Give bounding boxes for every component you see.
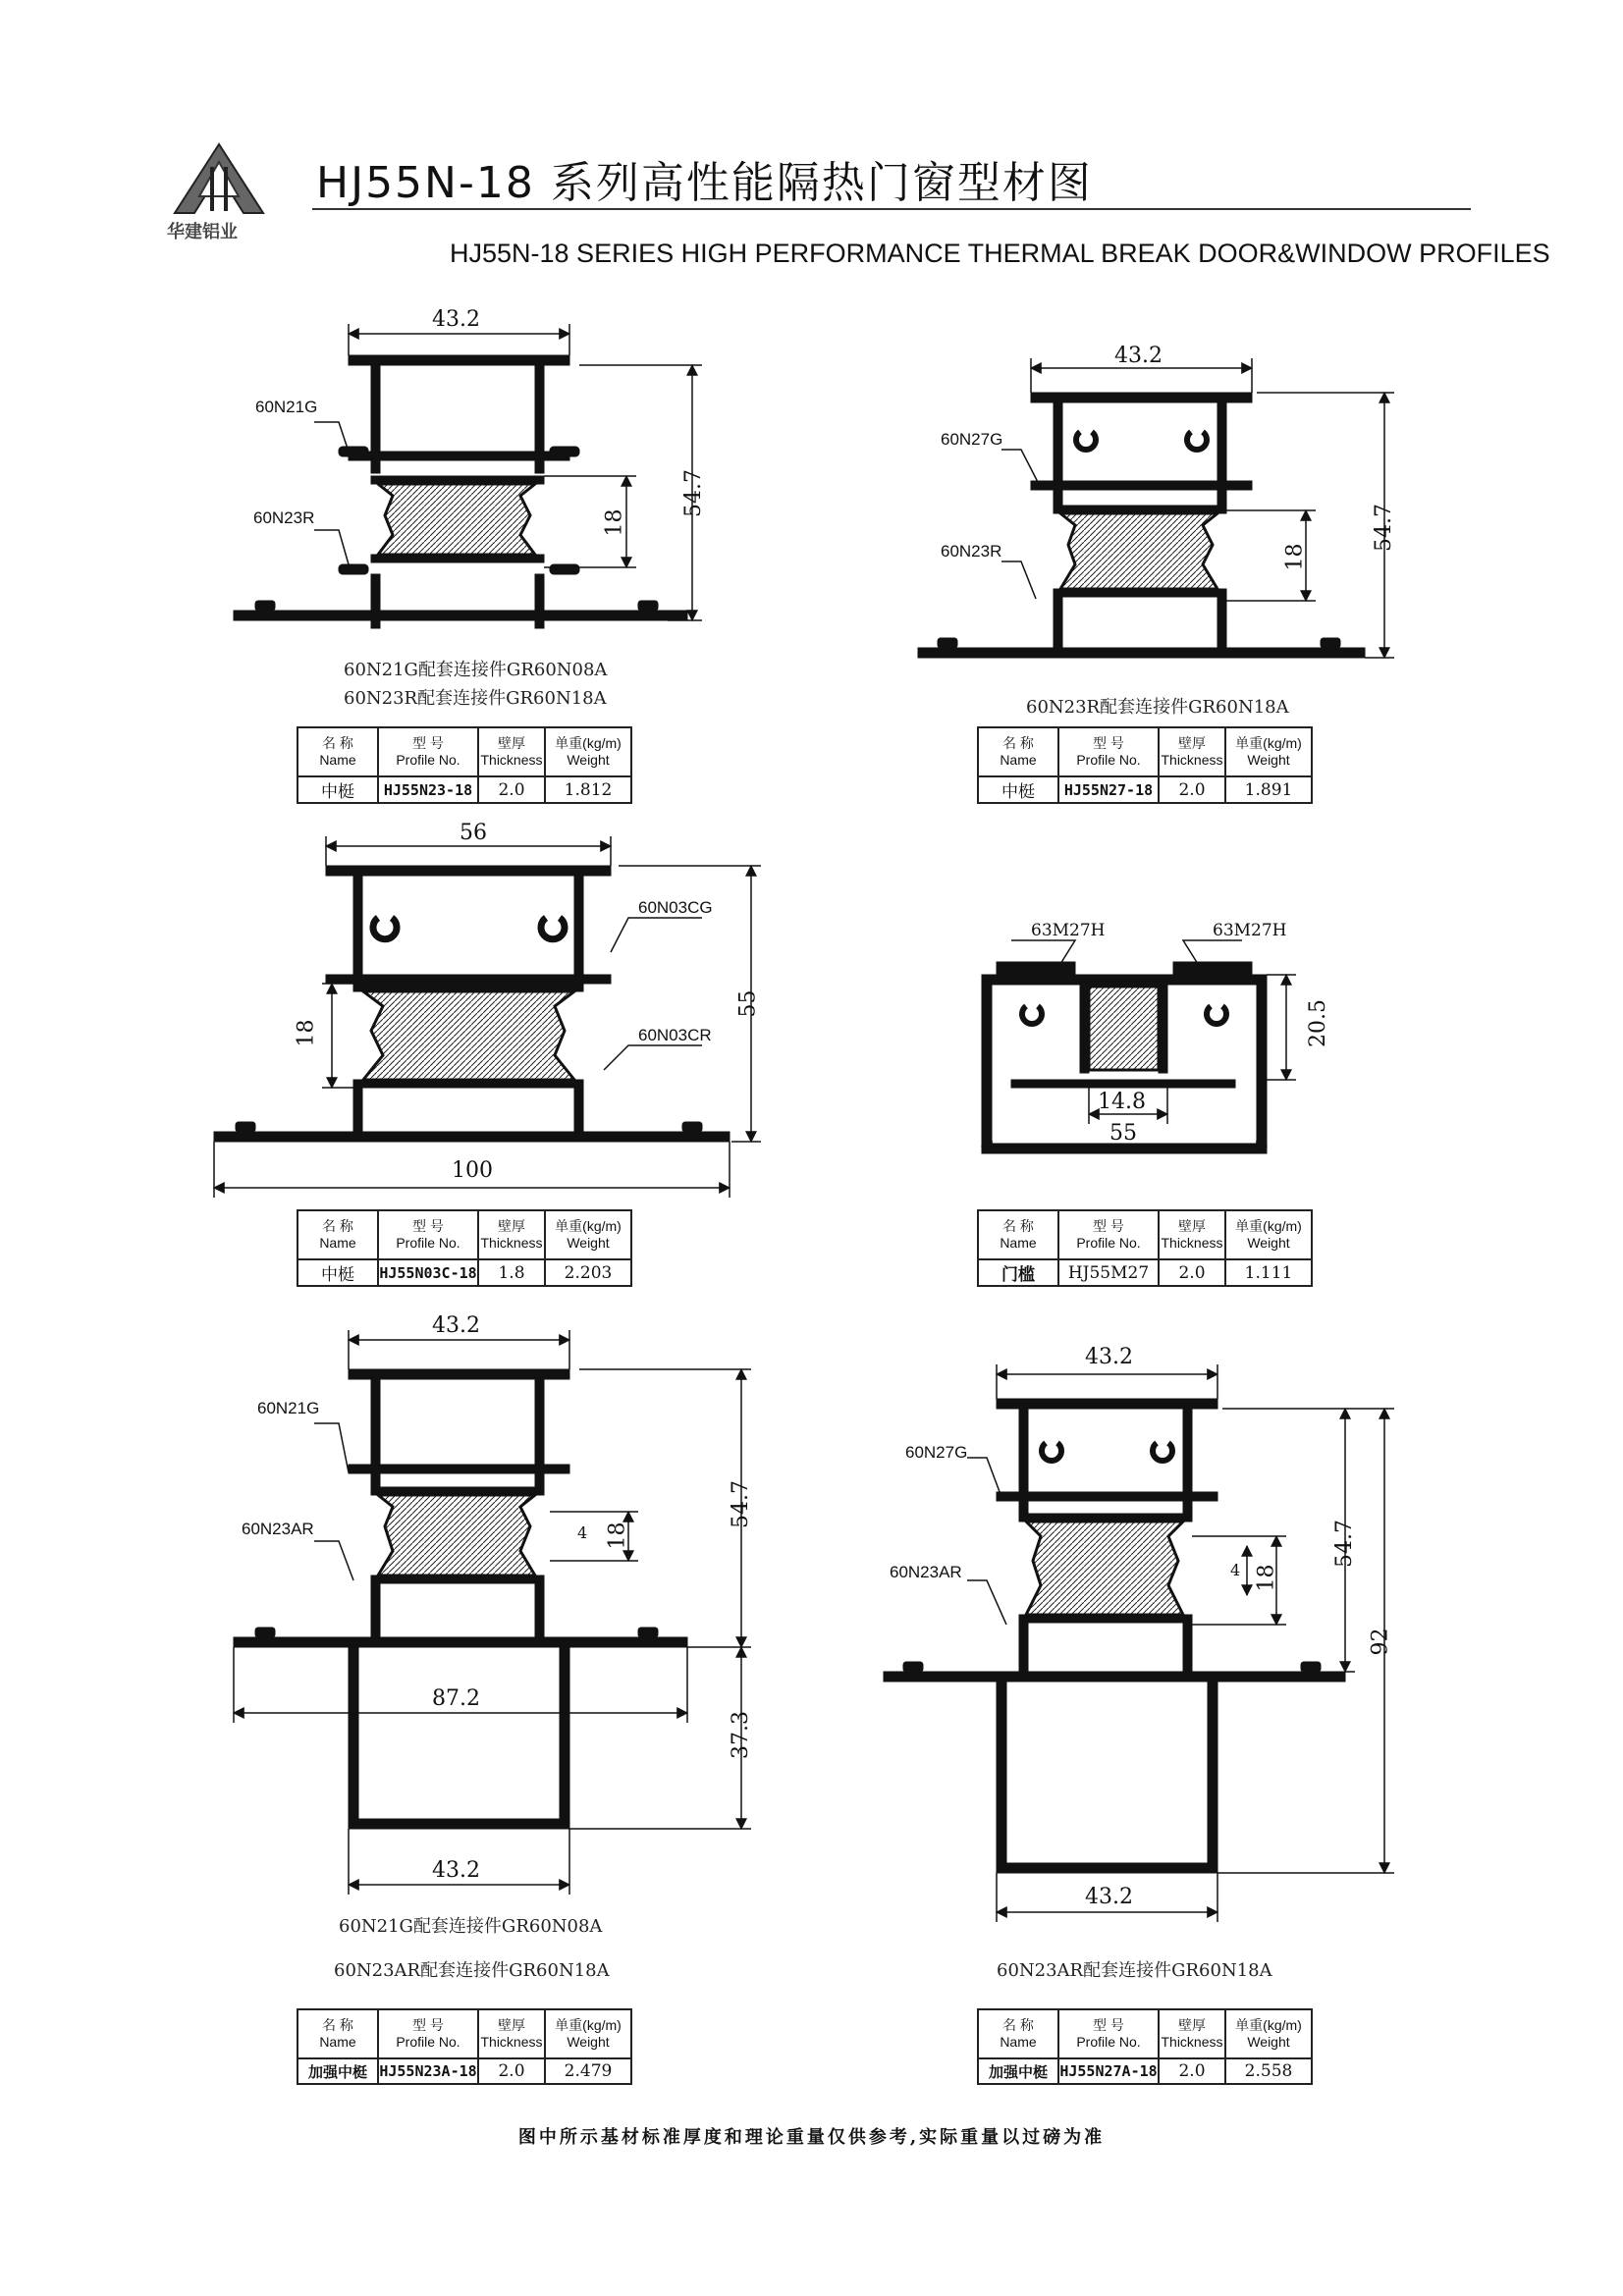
footer-note: 图中所示基材标准厚度和理论重量仅供参考,实际重量以过磅为准 bbox=[517, 2127, 1106, 2148]
p5-label-top: 60N21G bbox=[257, 1399, 320, 1417]
p1-label-bottom: 60N23R bbox=[253, 508, 315, 527]
p1-caption-1: 60N21G配套连接件GR60N08A bbox=[344, 660, 608, 680]
p6-dim-bridge: 18 bbox=[1254, 1564, 1279, 1592]
p5-dim-box-width: 43.2 bbox=[432, 1858, 480, 1883]
profile-6-drawing bbox=[884, 1399, 1345, 1873]
p2-dim-height: 54.7 bbox=[1371, 504, 1396, 552]
p3-label-top: 60N03CG bbox=[638, 898, 713, 917]
p2-dim-bridge: 18 bbox=[1282, 543, 1308, 571]
p5-dim-width: 43.2 bbox=[432, 1313, 480, 1338]
p6-dim-gap: 4 bbox=[1230, 1561, 1241, 1579]
table-row: 加强中梃 HJ55N27A-18 2.0 2.558 bbox=[978, 2058, 1312, 2084]
spec-table-5: 名 称 Name 型 号 Profile No. 壁厚 Thickness 单重(kg/m) Weight 加强中梃 HJ55N23A-18 2.0 2.479 bbox=[297, 2008, 632, 2085]
p6-dim-height: 54.7 bbox=[1331, 1520, 1357, 1568]
p6-dim-box-width: 43.2 bbox=[1085, 1885, 1133, 1909]
table-row: 加强中梃 HJ55N23A-18 2.0 2.479 bbox=[298, 2058, 631, 2084]
page-title-en: HJ55N-18 SERIES HIGH PERFORMANCE THERMAL BREAK DOOR&WINDOW PROFILES bbox=[450, 239, 1550, 268]
spec-table-4: 名 称 Name 型 号 Profile No. 壁厚 Thickness 单重(kg/m) Weight 门槛 HJ55M27 2.0 1.111 bbox=[977, 1209, 1313, 1287]
p5-dim-gap: 4 bbox=[577, 1523, 588, 1542]
p3-dim-overall: 100 bbox=[452, 1158, 493, 1183]
profile-1-drawing bbox=[234, 355, 687, 628]
p2-caption-1: 60N23R配套连接件GR60N18A bbox=[1026, 697, 1289, 718]
p6-caption-1: 60N23AR配套连接件GR60N18A bbox=[997, 1960, 1272, 1981]
p3-label-bottom: 60N03CR bbox=[638, 1026, 712, 1044]
p5-label-bottom: 60N23AR bbox=[242, 1520, 314, 1538]
p5-caption-2: 60N23AR配套连接件GR60N18A bbox=[334, 1960, 610, 1981]
p6-label-bottom: 60N23AR bbox=[890, 1563, 962, 1581]
p3-dim-bridge: 18 bbox=[294, 1019, 319, 1047]
spec-table-1: 名 称 Name 型 号 Profile No. 壁厚 Thickness 单重(kg/m) Weight 中梃 HJ55N23-18 2.0 1.812 bbox=[297, 726, 632, 804]
p1-dim-height: 54.7 bbox=[680, 469, 706, 517]
p5-dim-box-height: 37.3 bbox=[728, 1711, 753, 1759]
table-row: 中梃 HJ55N27-18 2.0 1.891 bbox=[978, 776, 1312, 803]
p3-dim-height: 55 bbox=[735, 989, 761, 1018]
p3-dim-width: 56 bbox=[460, 821, 487, 845]
p5-dim-flange: 87.2 bbox=[432, 1686, 480, 1711]
p1-dim-bridge: 18 bbox=[602, 508, 627, 537]
p4-dim-width: 55 bbox=[1109, 1121, 1137, 1146]
p4-label-right: 63M27H bbox=[1213, 921, 1287, 940]
p2-dim-width: 43.2 bbox=[1114, 344, 1163, 368]
p6-label-top: 60N27G bbox=[905, 1443, 968, 1462]
profile-6-dimensions bbox=[967, 1364, 1394, 1922]
page-title-cn: HJ55N-18 系列高性能隔热门窗型材图 bbox=[316, 158, 1093, 208]
p1-caption-2: 60N23R配套连接件GR60N18A bbox=[344, 688, 607, 709]
p1-label-top: 60N21G bbox=[255, 398, 318, 416]
p6-dim-total: 92 bbox=[1368, 1628, 1393, 1656]
p4-dim-height: 20.5 bbox=[1305, 999, 1330, 1047]
table-row: 门槛 HJ55M27 2.0 1.111 bbox=[978, 1259, 1312, 1286]
p5-dim-bridge: 18 bbox=[605, 1522, 630, 1550]
spec-table-3: 名 称 Name 型 号 Profile No. 壁厚 Thickness 单重(kg/m) Weight 中梃 HJ55N03C-18 1.8 2.203 bbox=[297, 1209, 632, 1287]
p1-dim-width: 43.2 bbox=[432, 307, 480, 332]
p4-dim-bridge: 14.8 bbox=[1098, 1090, 1146, 1114]
p4-label-left: 63M27H bbox=[1031, 921, 1106, 940]
p5-dim-height: 54.7 bbox=[728, 1480, 753, 1528]
table-row: 中梃 HJ55N23-18 2.0 1.812 bbox=[298, 776, 631, 803]
p2-label-top: 60N27G bbox=[941, 430, 1003, 449]
profile-5-drawing bbox=[234, 1369, 687, 1829]
p5-caption-1: 60N21G配套连接件GR60N08A bbox=[339, 1916, 603, 1937]
spec-table-2: 名 称 Name 型 号 Profile No. 壁厚 Thickness 单重(kg/m) Weight 中梃 HJ55N27-18 2.0 1.891 bbox=[977, 726, 1313, 804]
logo-text: 华建铝业 bbox=[167, 222, 238, 242]
p6-dim-width: 43.2 bbox=[1085, 1345, 1133, 1369]
spec-table-6: 名 称 Name 型 号 Profile No. 壁厚 Thickness 单重(kg/m) Weight 加强中梃 HJ55N27A-18 2.0 2.558 bbox=[977, 2008, 1313, 2085]
p2-label-bottom: 60N23R bbox=[941, 542, 1002, 561]
table-row: 中梃 HJ55N03C-18 1.8 2.203 bbox=[298, 1259, 631, 1286]
